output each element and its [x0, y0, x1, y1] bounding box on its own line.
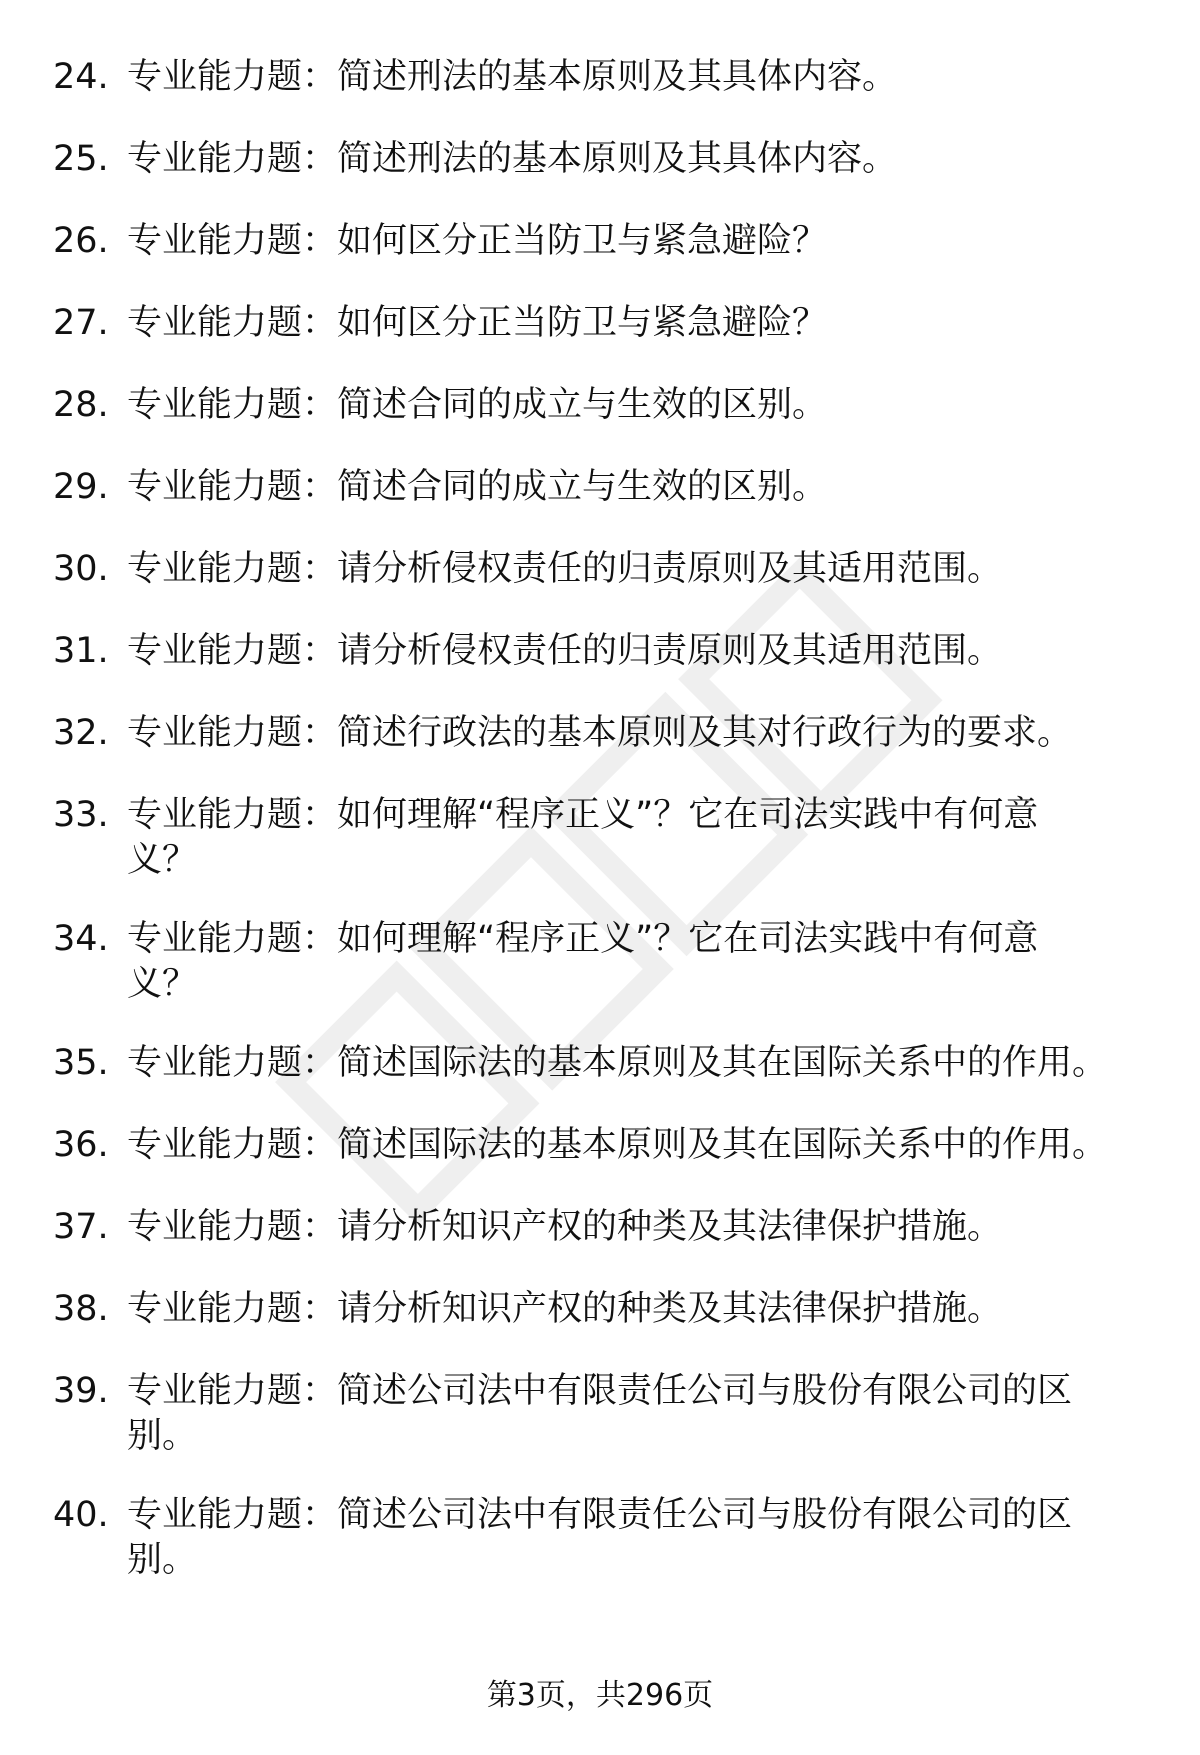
question-number: 25.: [53, 139, 109, 179]
list-item: [0, 711, 1200, 756]
list-item: [0, 1041, 1200, 1086]
list-item: [0, 137, 1200, 182]
question-text: 专业能力题：请分析知识产权的种类及其法律保护措施。: [127, 1207, 1003, 1247]
list-item: [0, 1493, 1200, 1583]
question-number: 36.: [53, 1125, 109, 1165]
question-number: 37.: [53, 1207, 109, 1247]
question-number: 39.: [53, 1371, 109, 1411]
question-text: 专业能力题：简述刑法的基本原则及其具体内容。: [127, 57, 898, 97]
list-item: [0, 629, 1200, 674]
list-item: [0, 793, 1200, 883]
list-item: [0, 383, 1200, 428]
question-number: 26.: [53, 221, 109, 261]
question-number: 38.: [53, 1289, 109, 1329]
list-item: [0, 1369, 1200, 1459]
question-number: 27.: [53, 303, 109, 343]
list-item: [0, 301, 1200, 346]
question-text: 专业能力题：简述合同的成立与生效的区别。: [127, 385, 828, 425]
question-number: 24.: [53, 57, 109, 97]
list-item: [0, 55, 1200, 100]
list-item: [0, 917, 1200, 1007]
question-text: 专业能力题：如何区分正当防卫与紧急避险？: [127, 303, 828, 343]
page-footer: 第3页，共296页: [486, 1678, 714, 1713]
question-number: 35.: [53, 1043, 109, 1083]
list-item: [0, 1287, 1200, 1332]
question-text: 专业能力题：简述公司法中有限责任公司与股份有限公司的区别。: [127, 1495, 1073, 1580]
question-text: 专业能力题：简述刑法的基本原则及其具体内容。: [127, 139, 898, 179]
question-text: 专业能力题：简述国际法的基本原则及其在国际关系中的作用。: [127, 1125, 1108, 1165]
question-number: 40.: [53, 1495, 109, 1535]
list-item: [0, 465, 1200, 510]
list-item: [0, 1123, 1200, 1168]
list-item: [0, 219, 1200, 264]
question-number: 32.: [53, 713, 109, 753]
question-text: 专业能力题：简述行政法的基本原则及其对行政行为的要求。: [127, 713, 1073, 753]
question-list: [0, 55, 1200, 1617]
question-text: 专业能力题：请分析侵权责任的归责原则及其适用范围。: [127, 549, 1003, 589]
question-number: 30.: [53, 549, 109, 589]
question-text: 专业能力题：请分析侵权责任的归责原则及其适用范围。: [127, 631, 1003, 671]
question-text: 专业能力题：简述公司法中有限责任公司与股份有限公司的区别。: [127, 1371, 1073, 1456]
question-text: 专业能力题：如何区分正当防卫与紧急避险？: [127, 221, 828, 261]
question-text: 专业能力题：简述合同的成立与生效的区别。: [127, 467, 828, 507]
question-number: 34.: [53, 919, 109, 959]
list-item: [0, 547, 1200, 592]
question-text: 专业能力题：如何理解“程序正义”？它在司法实践中有何意义？: [127, 795, 1039, 880]
question-number: 29.: [53, 467, 109, 507]
question-number: 28.: [53, 385, 109, 425]
question-number: 33.: [53, 795, 109, 835]
question-number: 31.: [53, 631, 109, 671]
question-text: 专业能力题：如何理解“程序正义”？它在司法实践中有何意义？: [127, 919, 1039, 1004]
question-text: 专业能力题：请分析知识产权的种类及其法律保护措施。: [127, 1289, 1003, 1329]
list-item: [0, 1205, 1200, 1250]
question-text: 专业能力题：简述国际法的基本原则及其在国际关系中的作用。: [127, 1043, 1108, 1083]
